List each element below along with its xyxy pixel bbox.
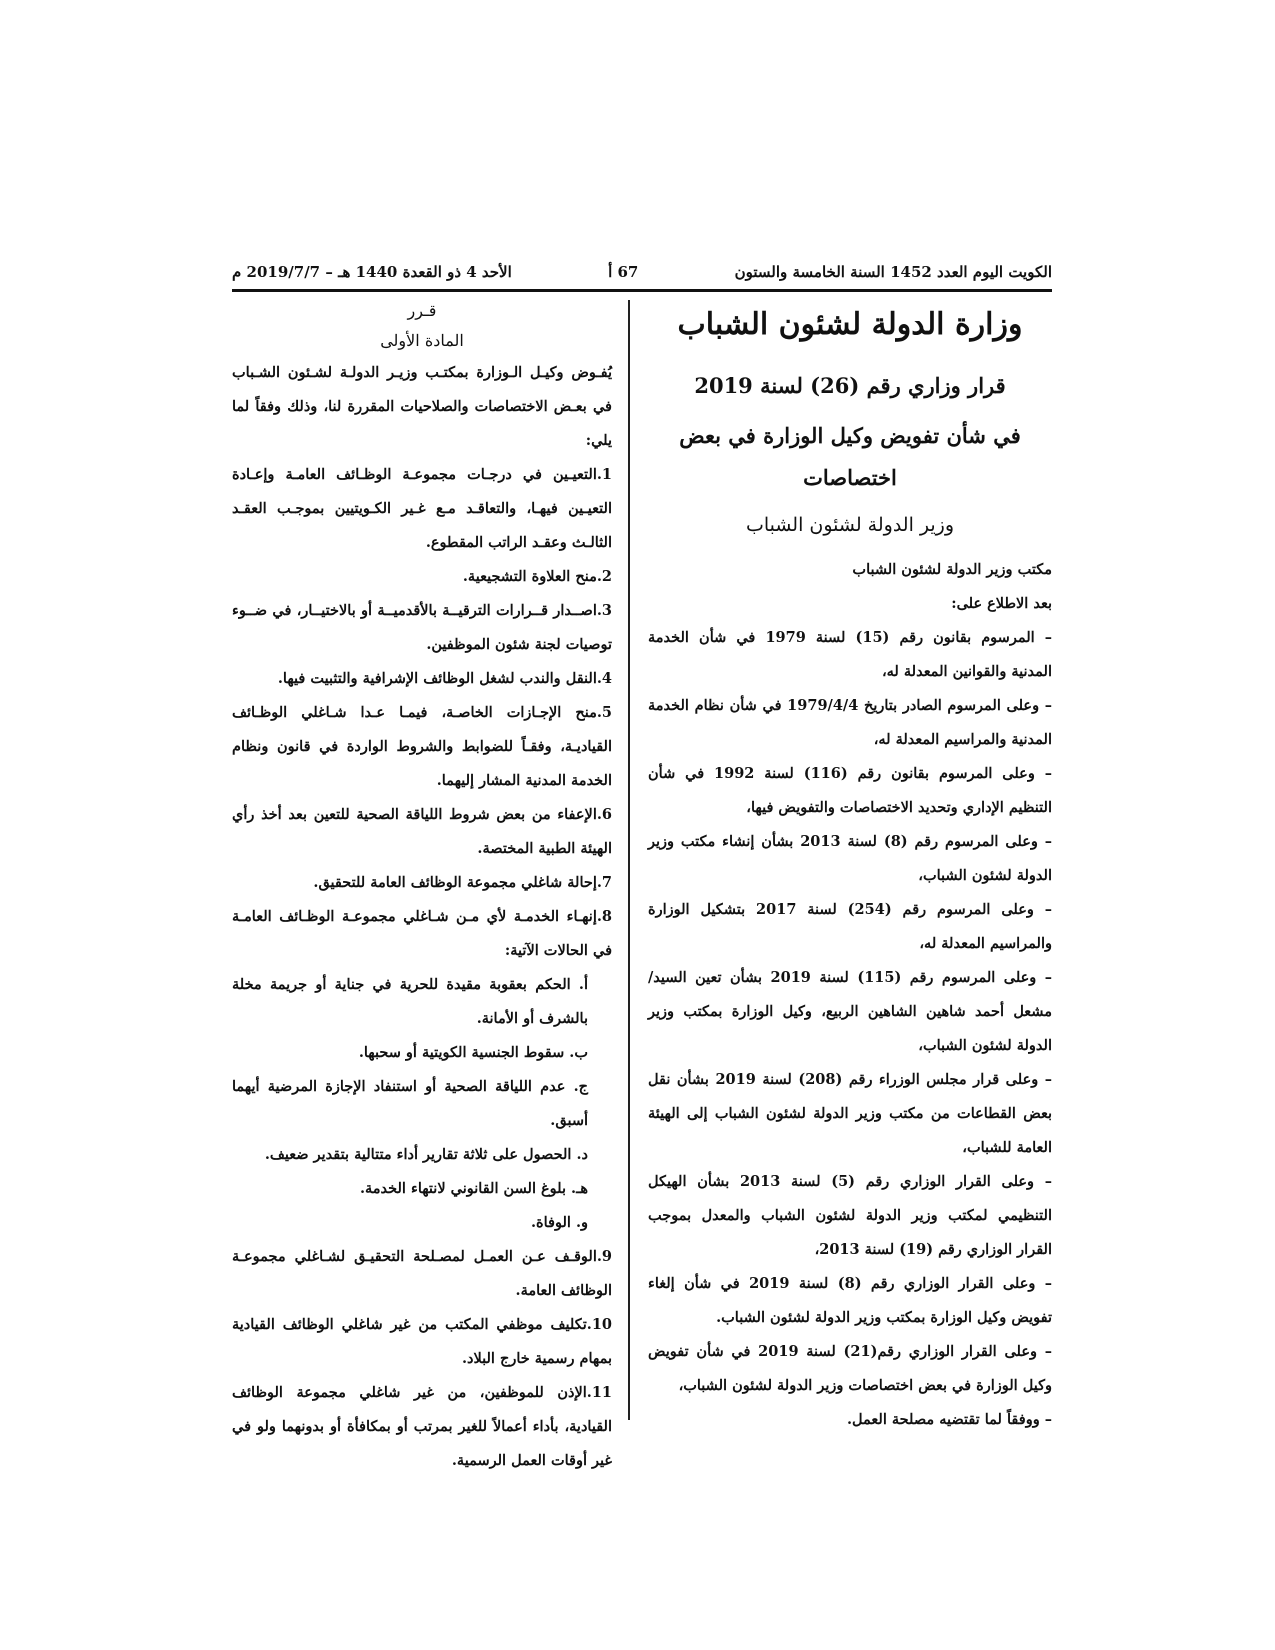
recital: – وعلى المرسوم بقانون رقم (116) لسنة 1992 في شأن التنظيم الإداري وتحديد الاختصاصات والتفويض فيها،	[648, 765, 1052, 817]
recital: – ووفقاً لما تقتضيه مصلحة العمل.	[847, 1411, 1052, 1429]
recital: – وعلى المرسوم رقم (115) لسنة 2019 بشأن تعين السيد/ مشعل أحمد شاهين الشاهين الربيع، وكيل الوزارة بمكتب وزير الدولة لشئون الشباب،	[648, 969, 1052, 1055]
sub-item: ب. سقوط الجنسية الكويتية أو سحبها.	[358, 1044, 588, 1061]
sub-item: د. الحصول على ثلاثة تقارير أداء متتالية بتقدير ضعيف.	[264, 1146, 588, 1163]
article-intro: يُفـوض وكيـل الـوزارة بمكتـب وزيـر الدولـة لشـئون الشـباب في بعـض الاختصاصات والصلاحيات المقررة لنا، وذلك وفقاً لما يلي:	[232, 364, 612, 449]
list-item: 10.تكليف موظفي المكتب من غير شاغلي الوظائف القيادية بمهام رسمية خارج البلاد.	[232, 1316, 612, 1367]
decree-subject: في شأن تفويض وكيل الوزارة في بعض اختصاصات	[679, 423, 1021, 490]
decided-heading: قـرر	[407, 301, 437, 320]
office-line: مكتب وزير الدولة لشئون الشباب	[852, 561, 1052, 579]
decree-title: قرار وزاري رقم (26) لسنة 2019	[694, 373, 1006, 398]
minister-title: وزير الدولة لشئون الشباب	[745, 514, 955, 536]
sub-item: هـ. بلوغ السن القانوني لانتهاء الخدمة.	[359, 1180, 588, 1197]
recital: – وعلى المرسوم الصادر بتاريخ 1979/4/4 في شأن نظام الخدمة المدنية والمراسيم المعدلة له،	[648, 697, 1052, 749]
column-divider	[628, 300, 630, 1420]
preamble: بعد الاطلاع على:	[951, 595, 1052, 613]
left-column	[232, 296, 612, 1478]
issue-date: الأحد 4 ذو القعدة 1440 هـ – 2019/7/7 م	[232, 263, 512, 281]
header-rule	[232, 289, 1052, 292]
page-header	[232, 258, 1052, 286]
list-item: 8.إنهـاء الخدمـة لأي مـن شـاغلي مجموعـة الوظـائف العامـة في الحالات الآتية:	[232, 908, 612, 959]
sub-item: و. الوفاة.	[530, 1214, 588, 1231]
list-item: 11.الإذن للموظفين، من غير شاغلي مجموعة الوظائف القيادية، بأداء أعمالاً للغير بمرتب أو بمكافأة أو بدونهما ولو في غير أوقات العمل الرسمية.	[232, 1384, 612, 1469]
recital: – وعلى القرار الوزاري رقم (8) لسنة 2019 في شأن إلغاء تفويض وكيل الوزارة بمكتب وزير الدولة لشئون الشباب.	[648, 1275, 1052, 1327]
recital: – وعلى المرسوم رقم (254) لسنة 2017 بتشكيل الوزارة والمراسيم المعدلة له،	[648, 901, 1053, 953]
ministry-title: وزارة الدولة لشئون الشباب	[677, 307, 1023, 342]
list-item: 5.منح الإجـازات الخاصـة، فيمـا عـدا شـاغلي الوظـائف القياديـة، وفقـاً للضوابط والشروط الواردة في قانون ونظام الخدمة المدنية المشار إليهما.	[232, 704, 612, 789]
recital: – وعلى القرار الوزاري رقم (5) لسنة 2013 بشأن الهيكل التنظيمي لمكتب وزير الدولة لشئون الشباب والمعدل بموجب القرار الوزاري رقم (19) لسنة 2013،	[648, 1173, 1053, 1259]
sub-item: ج. عدم اللياقة الصحية أو استنفاد الإجازة المرضية أيهما أسبق.	[232, 1078, 588, 1129]
article-heading: المادة الأولى	[380, 331, 464, 350]
sub-item: أ. الحكم بعقوبة مقيدة للحرية في جناية أو جريمة مخلة بالشرف أو الأمانة.	[232, 976, 588, 1027]
recital: – وعلى القرار الوزاري رقم(21) لسنة 2019 في شأن تفويض وكيل الوزارة في بعض اختصاصات وزير الدولة لشئون الشباب،	[648, 1343, 1053, 1395]
list-item: 2.منح العلاوة التشجيعية.	[462, 568, 612, 585]
recital: – المرسوم بقانون رقم (15) لسنة 1979 في شأن الخدمة المدنية والقوانين المعدلة له،	[648, 629, 1052, 681]
recital: – وعلى المرسوم رقم (8) لسنة 2013 بشأن إنشاء مكتب وزير الدولة لشئون الشباب،	[648, 833, 1052, 885]
right-column	[648, 296, 1052, 1437]
list-item: 7.إحالة شاغلي مجموعة الوظائف العامة للتحقيق.	[313, 874, 612, 891]
recital: – وعلى قرار مجلس الوزراء رقم (208) لسنة 2019 بشأن نقل بعض القطاعات من مكتب وزير الدولة لشئون الشباب إلى الهيئة العامة للشباب،	[648, 1071, 1052, 1157]
page-number: 67 أ	[608, 263, 639, 281]
list-item: 6.الإعفاء من بعض شروط اللياقة الصحية للتعين بعد أخذ رأي الهيئة الطبية المختصة.	[232, 806, 612, 857]
list-item: 4.النقل والندب لشغل الوظائف الإشرافية والتثبيت فيها.	[277, 670, 612, 687]
list-item: 9.الوقـف عـن العمـل لمصـلحة التحقيـق لشـاغلي مجموعـة الوظائف العامة.	[232, 1248, 612, 1299]
publication-issue: الكويت اليوم العدد 1452 السنة الخامسة والستون	[734, 263, 1052, 281]
list-item: 1.التعيـين في درجـات مجموعـة الوظـائف العامـة وإعـادة التعيـين فيهـا، والتعاقـد مـع غـير الكـويتيين بموجـب العقـد الثالـث وعقـد الراتب المقطوع.	[232, 466, 612, 551]
list-item: 3.اصــدار قــرارات الترقيــة بالأقدميــة أو بالاختيــار، في ضــوء توصيات لجنة شئون الموظفين.	[232, 602, 612, 653]
